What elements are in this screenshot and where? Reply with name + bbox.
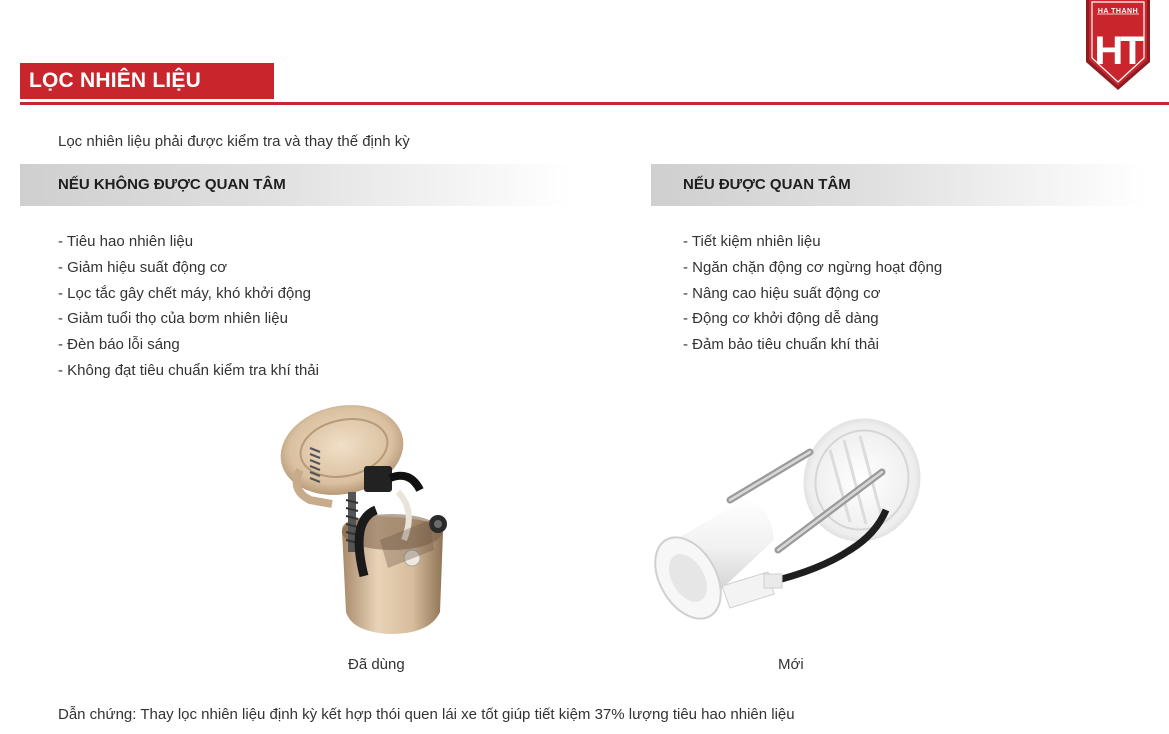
- list-item: - Đèn báo lỗi sáng: [58, 336, 180, 354]
- list-item: - Giảm tuổi thọ của bơm nhiên liệu: [58, 310, 288, 328]
- logo-brand-text: HA THANH: [1097, 8, 1139, 15]
- title-divider: [20, 102, 1169, 105]
- list-item: - Lọc tắc gây chết máy, khó khởi động: [58, 284, 312, 302]
- heading-not-cared: NẾU KHÔNG ĐƯỢC QUAN TÂM: [20, 164, 572, 206]
- logo-letters: HT: [1094, 29, 1142, 73]
- list-item: - Ngăn chặn động cơ ngừng hoạt động: [683, 258, 943, 276]
- list-item: - Giảm hiệu suất động cơ: [58, 258, 228, 276]
- heading-cared: NẾU ĐƯỢC QUAN TÂM: [651, 164, 1146, 206]
- list-item: - Tiết kiệm nhiên liệu: [683, 233, 821, 250]
- list-item: - Tiêu hao nhiên liệu: [58, 233, 194, 250]
- benefits-list: [683, 229, 942, 358]
- consequences-list: [58, 229, 319, 384]
- new-caption: Mới: [778, 656, 804, 673]
- intro-text: Lọc nhiên liệu phải được kiểm tra và thay thế định kỳ: [58, 133, 410, 150]
- list-item: - Không đạt tiêu chuẩn kiểm tra khí thải: [58, 361, 319, 379]
- new-fuel-filter-image: [650, 410, 930, 635]
- evidence-text: Dẫn chứng: Thay lọc nhiên liệu định kỳ kết hợp thói quen lái xe tốt giúp tiết kiệm 37% lượng tiêu hao nhiên liệu: [58, 706, 795, 723]
- used-caption: Đã dùng: [348, 656, 405, 673]
- list-item: - Đảm bảo tiêu chuẩn khí thải: [683, 336, 879, 354]
- page-title: LỌC NHIÊN LIỆU: [20, 63, 274, 99]
- list-item: - Nâng cao hiệu suất động cơ: [683, 284, 881, 302]
- list-item: - Động cơ khởi động dễ dàng: [683, 310, 879, 328]
- used-fuel-filter-image: [280, 400, 470, 640]
